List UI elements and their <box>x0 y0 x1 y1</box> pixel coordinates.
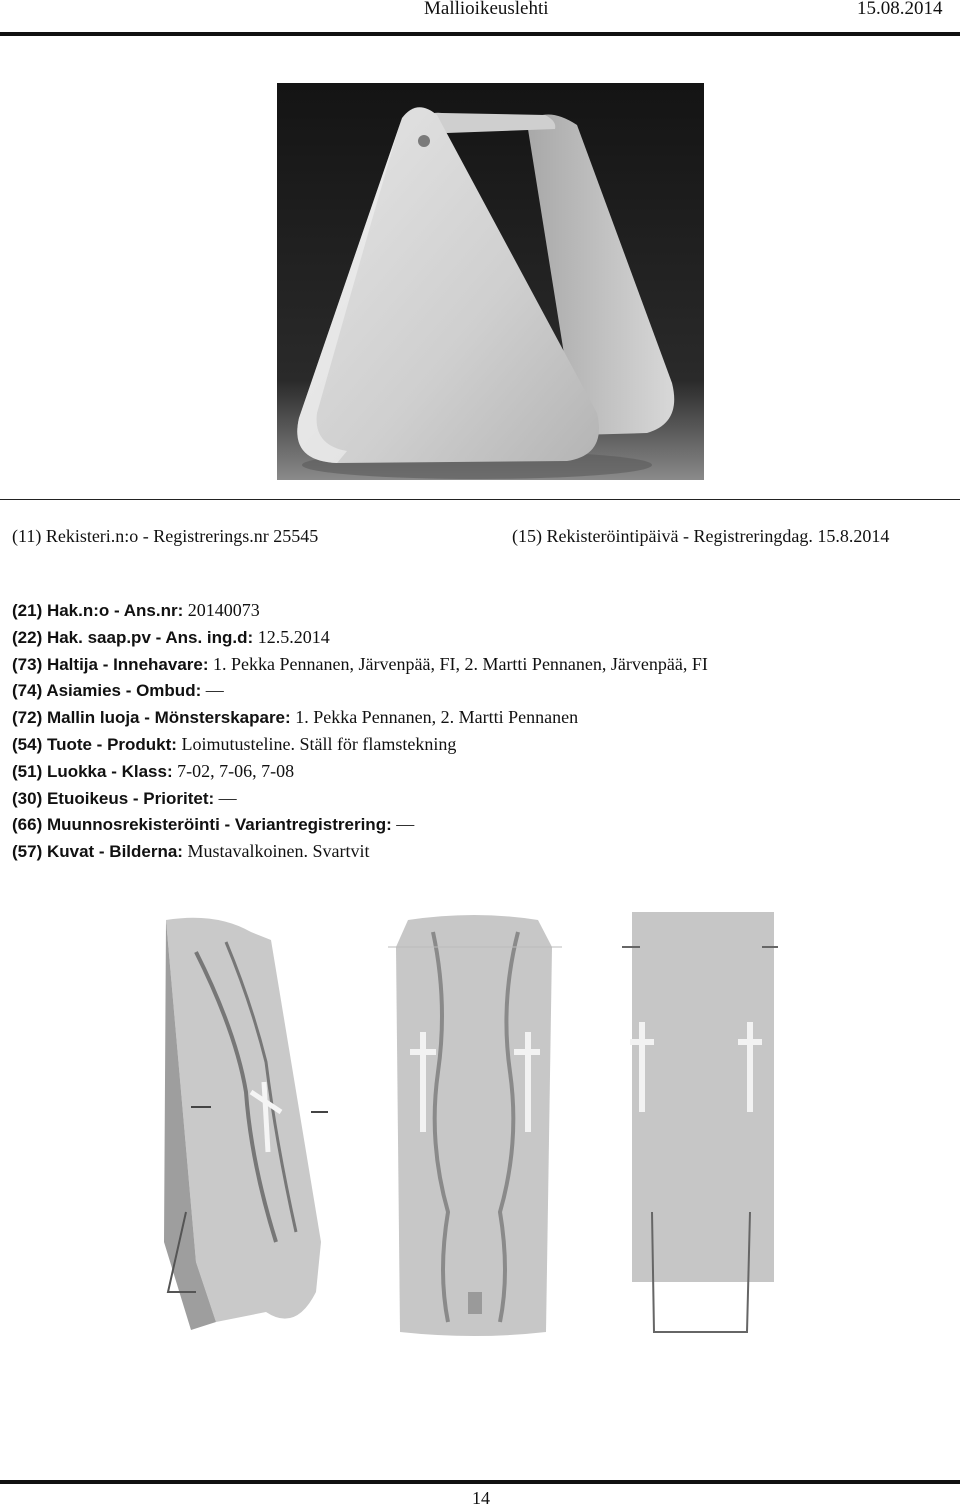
field-filing-date: (22) Hak. saap.pv - Ans. ing.d: 12.5.2014 <box>12 626 330 647</box>
design-details <box>12 597 708 865</box>
field-designer: (72) Mallin luoja - Mönsterskapare: 1. Pekka Pennanen, 2. Martti Pennanen <box>12 707 579 728</box>
field-product: (54) Tuote - Produkt: Loimutusteline. Ställ för flamstekning <box>12 733 457 754</box>
field-application-number: (21) Hak.n:o - Ans.nr: 20140073 <box>12 600 260 620</box>
field-agent: (74) Asiamies - Ombud: — <box>12 680 224 701</box>
field-variant-registration: (66) Muunnosrekisteröinti - Variantregistrering: — <box>12 814 415 835</box>
footer-rule <box>0 1480 960 1484</box>
product-photo-front-view <box>388 912 562 1338</box>
publication-date: 15.08.2014 <box>857 0 943 19</box>
product-photo-back-view <box>622 912 778 1338</box>
product-photo-main <box>277 83 704 480</box>
registration-date: (15) Rekisteröintipäivä - Registreringdag. 15.8.2014 <box>512 526 890 546</box>
field-priority: (30) Etuoikeus - Prioritet: — <box>12 787 237 808</box>
page-number: 14 <box>472 1488 490 1508</box>
field-images: (57) Kuvat - Bilderna: Mustavalkoinen. Svartvit <box>12 841 370 862</box>
section-divider <box>0 499 960 500</box>
header-rule <box>0 32 960 36</box>
product-photo-side-view <box>156 912 330 1338</box>
field-class: (51) Luokka - Klass: 7-02, 7-06, 7-08 <box>12 760 295 781</box>
field-holder: (73) Haltija - Innehavare: 1. Pekka Pennanen, Järvenpää, FI, 2. Martti Pennanen, Järvenpää, FI <box>12 653 708 674</box>
registration-number: (11) Rekisteri.n:o - Registrerings.nr 25545 <box>12 526 319 546</box>
publication-title: Mallioikeuslehti <box>424 0 549 19</box>
